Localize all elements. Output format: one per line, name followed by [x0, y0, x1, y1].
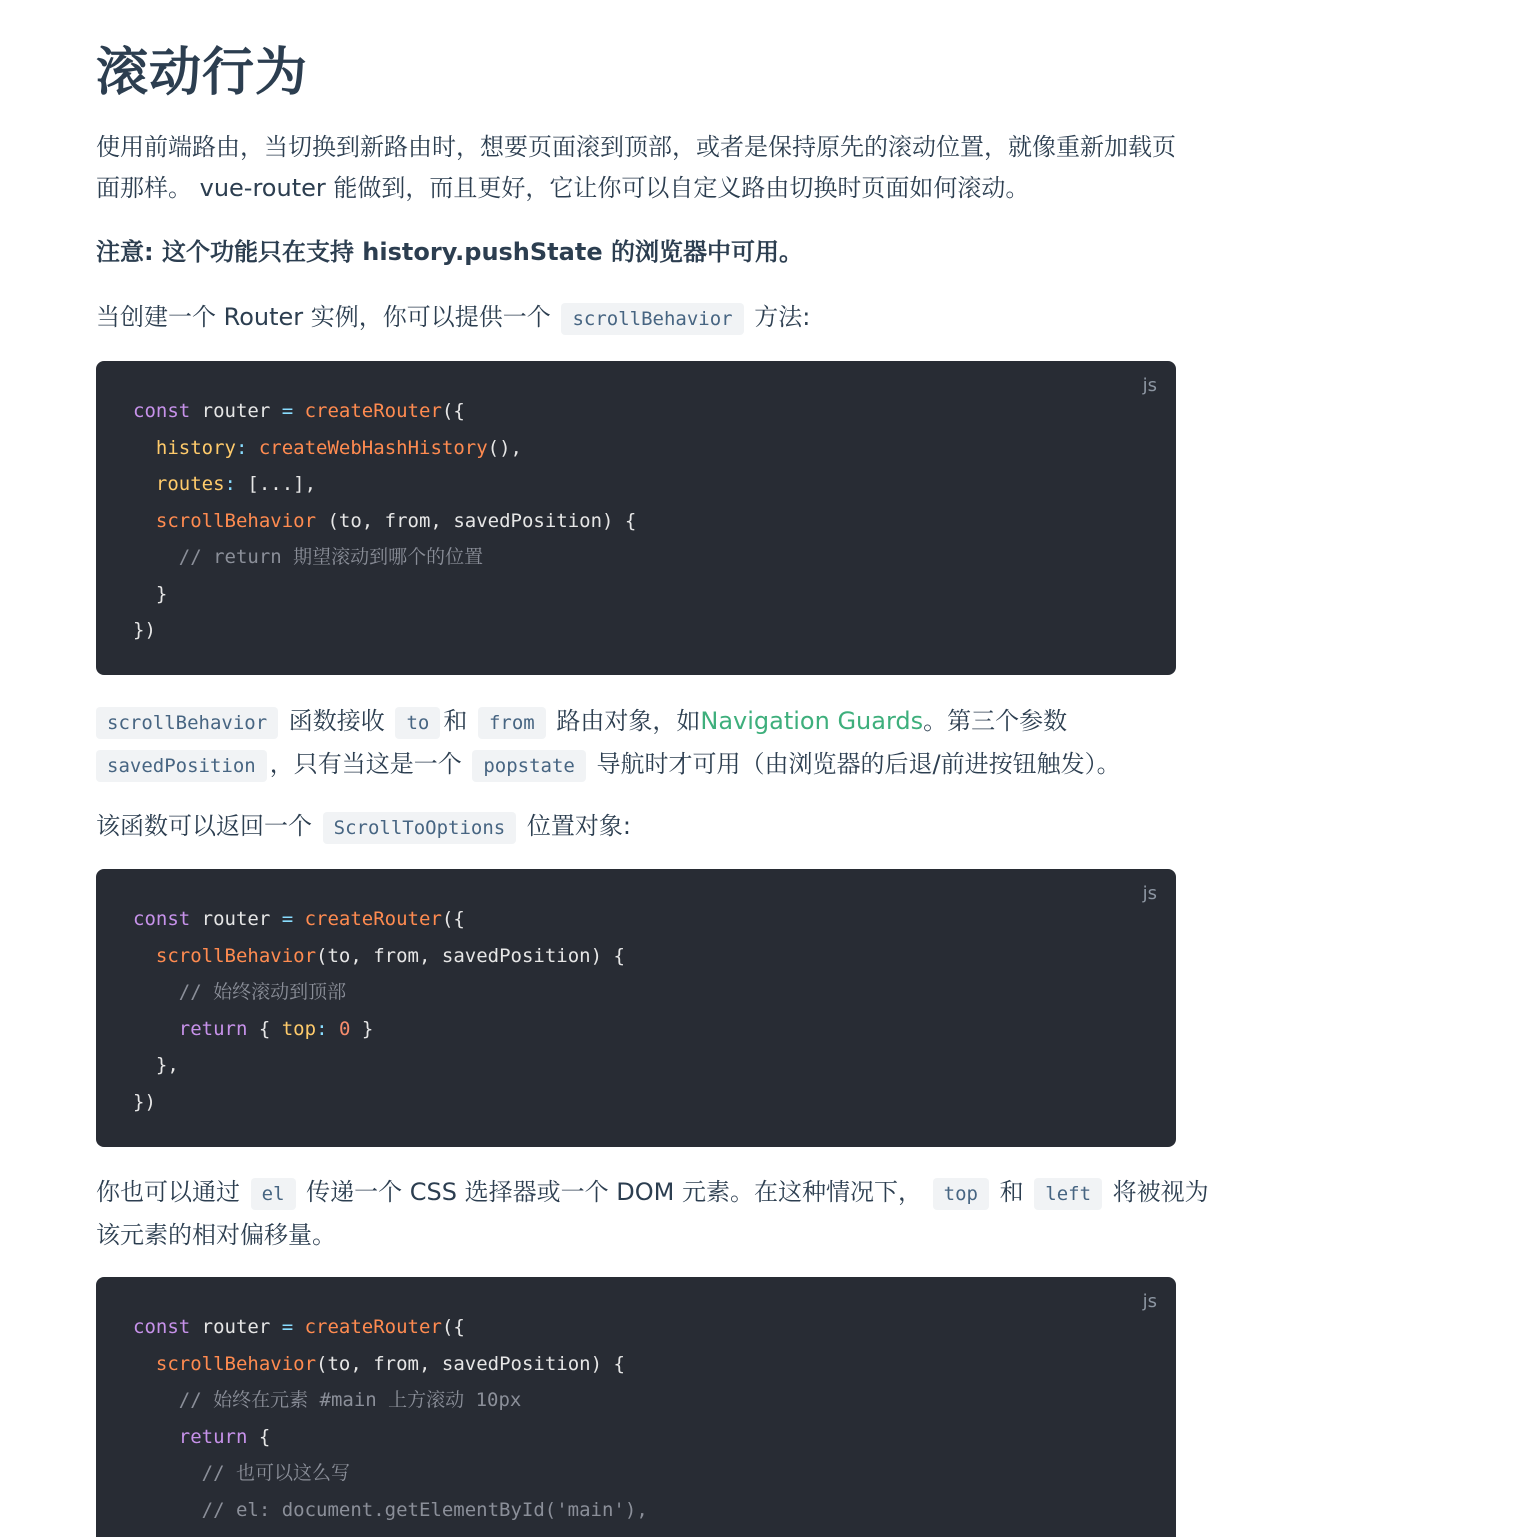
para4-text-before: 该函数可以返回一个 [96, 812, 312, 840]
code-token: (to, from, savedPosition) { [316, 509, 637, 532]
code-token: : [235, 436, 259, 459]
code-token [133, 945, 156, 967]
code-token: ({ [441, 400, 465, 422]
el-selector-paragraph [96, 1172, 1209, 1256]
code-block-3 [96, 1277, 1176, 1537]
code-block-2 [96, 869, 1176, 1147]
para2-text-before: 当创建一个 Router 实例，你可以提供一个 [96, 303, 551, 331]
inline-code-left: left [1034, 1178, 1102, 1210]
note-paragraph [96, 232, 1180, 273]
code-token: }) [133, 1090, 156, 1113]
code-text [133, 901, 625, 1120]
return-options-paragraph [96, 806, 1180, 849]
code-token: router [190, 1316, 282, 1338]
code-comment: // 也可以这么写 [133, 1462, 350, 1484]
para3-text: 导航时才可用（由浏览器的后退/前进按钮触发）。 [596, 750, 1121, 778]
code-token: }) [133, 619, 156, 641]
inline-code-from: from [478, 707, 546, 739]
code-token: = [281, 1316, 294, 1338]
code-token [133, 437, 156, 459]
inline-code-scrolltooptions: ScrollToOptions [323, 812, 517, 844]
code-token: = [281, 908, 294, 930]
code-token [133, 1018, 179, 1040]
para4-text-after: 位置对象: [526, 812, 631, 840]
code-token: return [178, 1425, 248, 1448]
code-token: const [133, 400, 191, 422]
code-token: 0 [338, 1017, 351, 1040]
para3-text: 。第三个参数 [923, 707, 1068, 735]
code-token: const [133, 1316, 191, 1338]
code-token [133, 1353, 156, 1375]
code-token: createRouter [293, 1316, 442, 1338]
para3-text: 和 [443, 707, 468, 735]
code-block-1 [96, 361, 1176, 675]
code-token: createWebHashHistory [258, 436, 488, 459]
code-token: const [133, 908, 191, 930]
inline-code-scrollbehavior: scrollBehavior [96, 707, 278, 739]
inline-code-el: el [251, 1178, 296, 1210]
para5-text: 你也可以通过 [96, 1178, 240, 1206]
code-token [133, 1426, 179, 1448]
navigation-guards-link[interactable]: Navigation Guards [700, 707, 924, 735]
code-token: } [133, 582, 168, 605]
inline-code-savedposition: savedPosition [96, 750, 267, 782]
page-title: 滚动行为 [96, 43, 309, 103]
router-option-paragraph [96, 297, 1180, 340]
para5-text: 将被视为 [1112, 1178, 1209, 1206]
code-token: scrollBehavior [155, 1352, 317, 1375]
code-token: createRouter [293, 908, 442, 930]
para2-text-after: 方法: [754, 303, 811, 331]
code-token: scrollBehavior [155, 509, 317, 532]
code-comment: // el: document.getElementById('main'), [133, 1498, 648, 1521]
intro-line-2: 面那样。 vue-router 能做到，而且更好，它让你可以自定义路由切换时页面如何滚动。 [96, 174, 1030, 202]
inline-code-to: to [395, 707, 440, 739]
code-token: router [190, 908, 282, 930]
code-token: = [281, 400, 294, 422]
code-token: (to, from, savedPosition) { [316, 1352, 625, 1375]
code-token: { [247, 1017, 282, 1040]
code-token: top [281, 1017, 317, 1040]
code-token: (to, from, savedPosition) { [316, 944, 625, 967]
code-comment: // return 期望滚动到哪个的位置 [133, 546, 484, 568]
code-token: : [224, 473, 248, 495]
note-label: 注意 [96, 238, 144, 266]
code-token: }, [133, 1054, 179, 1076]
para3-text: ，只有当这是一个 [269, 750, 462, 778]
code-token: scrollBehavior [155, 944, 317, 967]
intro-paragraph [96, 127, 1180, 209]
code-lang-label: js [1142, 375, 1157, 396]
code-token: routes [155, 473, 225, 495]
note-text: : 这个功能只在支持 history.pushState 的浏览器中可用。 [144, 238, 803, 266]
code-token: router [190, 400, 282, 422]
code-token: ({ [441, 908, 465, 930]
intro-line-1: 使用前端路由，当切换到新路由时，想要页面滚到顶部，或者是保持原先的滚动位置，就像重新加载页 [96, 133, 1176, 161]
scrollbehavior-args-paragraph [96, 701, 1180, 787]
code-comment: // 始终在元素 #main 上方滚动 10px [133, 1389, 522, 1411]
code-lang-label: js [1142, 883, 1157, 904]
code-token: (), [487, 436, 522, 459]
code-token [133, 473, 156, 495]
para3-text: 函数接收 [288, 707, 385, 735]
inline-code-top: top [933, 1178, 989, 1210]
code-token: { [247, 1425, 271, 1448]
code-token: } [350, 1017, 374, 1040]
code-token: history [155, 436, 236, 459]
code-text [133, 1309, 648, 1528]
para5-text: 该元素的相对偏移量。 [96, 1221, 336, 1249]
code-token [133, 510, 156, 532]
inline-code-scrollbehavior: scrollBehavior [561, 303, 743, 335]
code-text [133, 393, 636, 649]
code-lang-label: js [1142, 1291, 1157, 1312]
code-token: ({ [441, 1316, 465, 1338]
inline-code-popstate: popstate [472, 750, 586, 782]
code-comment: // 始终滚动到顶部 [133, 981, 347, 1003]
para5-text: 和 [999, 1178, 1024, 1206]
code-token: [...], [247, 473, 317, 495]
para3-text: 路由对象，如 [556, 707, 701, 735]
code-token: : [316, 1017, 339, 1040]
code-token: return [178, 1017, 248, 1040]
para5-text: 传递一个 CSS 选择器或一个 DOM 元素。在这种情况下， [306, 1178, 922, 1206]
code-token: createRouter [293, 400, 442, 422]
